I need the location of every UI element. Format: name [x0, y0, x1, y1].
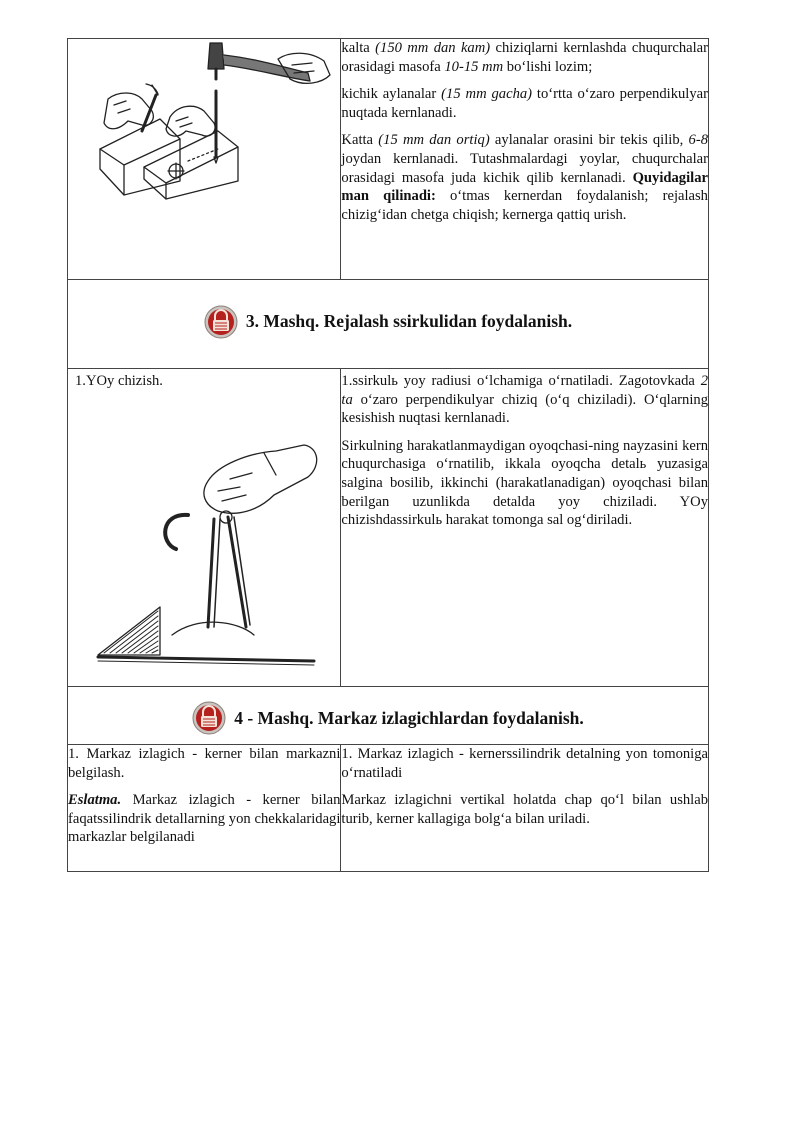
row-kerning-rules	[68, 39, 709, 280]
exercise-table	[67, 38, 709, 872]
text-span: 6-8	[688, 132, 708, 149]
section-4-title: 4 - Mashq. Markaz izlagichlardan foydalanish.	[234, 707, 584, 728]
text-span: 10-15 mm	[444, 58, 504, 75]
center-finder-instruction-2: Markaz izlagichni vertikal holatda chap qo‘l bilan ushlab turib, kerner kallagiga bolg‘a bilan uriladi.	[341, 792, 708, 827]
text-span: o‘zaro perpendikulyar chiziq (o‘q chiziladi). O‘qlarning kesishish nuqtasi kernlanadi.	[341, 391, 708, 427]
arc-drawing-label: 1.YOy chizish.	[75, 373, 163, 389]
rule-large-circles	[341, 131, 708, 224]
text-span: Quyidagilar man qilinadi:	[341, 169, 708, 205]
compass-illustration	[68, 395, 341, 685]
center-finder-right	[341, 745, 709, 872]
text-span: joydan kernlanadi. Tutashmalardagi yoylar, chuqurchalar orasidagi masofa juda kichik qilib kernlanadi.	[341, 150, 708, 186]
text-span: Markaz izlagich - kerner bilan faqatssilindrik detallarning yon chekkalaridagi markazlar belgilanadi	[68, 792, 341, 846]
red-lock-icon	[192, 701, 226, 735]
section-3-heading-cell	[68, 280, 709, 369]
section-4-heading	[192, 701, 584, 735]
row-center-finder	[68, 745, 709, 872]
center-finder-step: 1. Markaz izlagich - kerner bilan markazni belgilash.	[68, 746, 341, 781]
section-3-heading	[204, 305, 572, 339]
illustration-kerning	[68, 39, 341, 280]
kerner-hammer-illustration	[68, 39, 341, 274]
text-span: kalta	[341, 40, 376, 56]
red-lock-icon	[204, 305, 238, 339]
rule-small-circles	[341, 85, 708, 122]
step-1	[341, 372, 708, 428]
rule-short-lines	[341, 39, 708, 76]
text-span: bo‘lishi lozim;	[503, 58, 593, 75]
step-2: Sirkulning harakatlanmaydigan oyoqchasi-ning nayzasini kern chuqurchasiga o‘rnatilib, ikkala oyoqcha detalь yuzasiga salgina bosilib, ikkinchi (harakatlanadigan) oyoqchasi bilan berilgan uzunlikda detalda yoy chiziladi. YOy chizishdassirkulь harakat tomonga sal og‘diriladi.	[341, 437, 708, 529]
section-4-row	[68, 687, 709, 745]
center-finder-left	[68, 745, 341, 872]
text-span: 1.ssirkulь yoy radiusi o‘lchamiga o‘rnatiladi. Zagotovkada	[341, 373, 701, 389]
note-label: Eslatma.	[68, 792, 122, 809]
text-span: chiziqlarni kernlashda chuqurchalar orasidagi masofa	[341, 40, 709, 75]
text-span: o‘tmas kernerdan foydalanish; rejalash chizig‘idan chetga chiqish; kernerga qattiq urish.	[341, 188, 708, 223]
text-span: to‘rtta o‘zaro perpendikulyar nuqtada kernlanadi.	[341, 86, 708, 121]
section-3-title: 3. Mashq. Rejalash ssirkulidan foydalanish.	[245, 311, 573, 331]
row-arc-drawing	[68, 369, 709, 687]
text-span: (15 mm dan ortiq)	[378, 132, 490, 149]
text-span: 2 ta	[341, 373, 708, 408]
text-span: (15 mm gacha)	[441, 86, 533, 103]
text-span: kichik aylanalar	[341, 86, 442, 103]
text-span: (150 mm dan kam)	[375, 40, 491, 56]
kerning-rules-text	[341, 39, 709, 280]
section-3-row	[68, 280, 709, 369]
arc-drawing-steps	[341, 369, 709, 687]
text-span: Katta	[341, 132, 379, 149]
text-span: aylanalar orasini bir tekis qilib,	[489, 132, 689, 149]
section-4-heading-cell	[68, 687, 709, 745]
center-finder-note	[68, 791, 340, 847]
center-finder-instruction-1: 1. Markaz izlagich - kernerssilindrik detalning yon tomoniga o‘rnatiladi	[341, 746, 708, 781]
arc-drawing-left-cell	[68, 369, 341, 687]
